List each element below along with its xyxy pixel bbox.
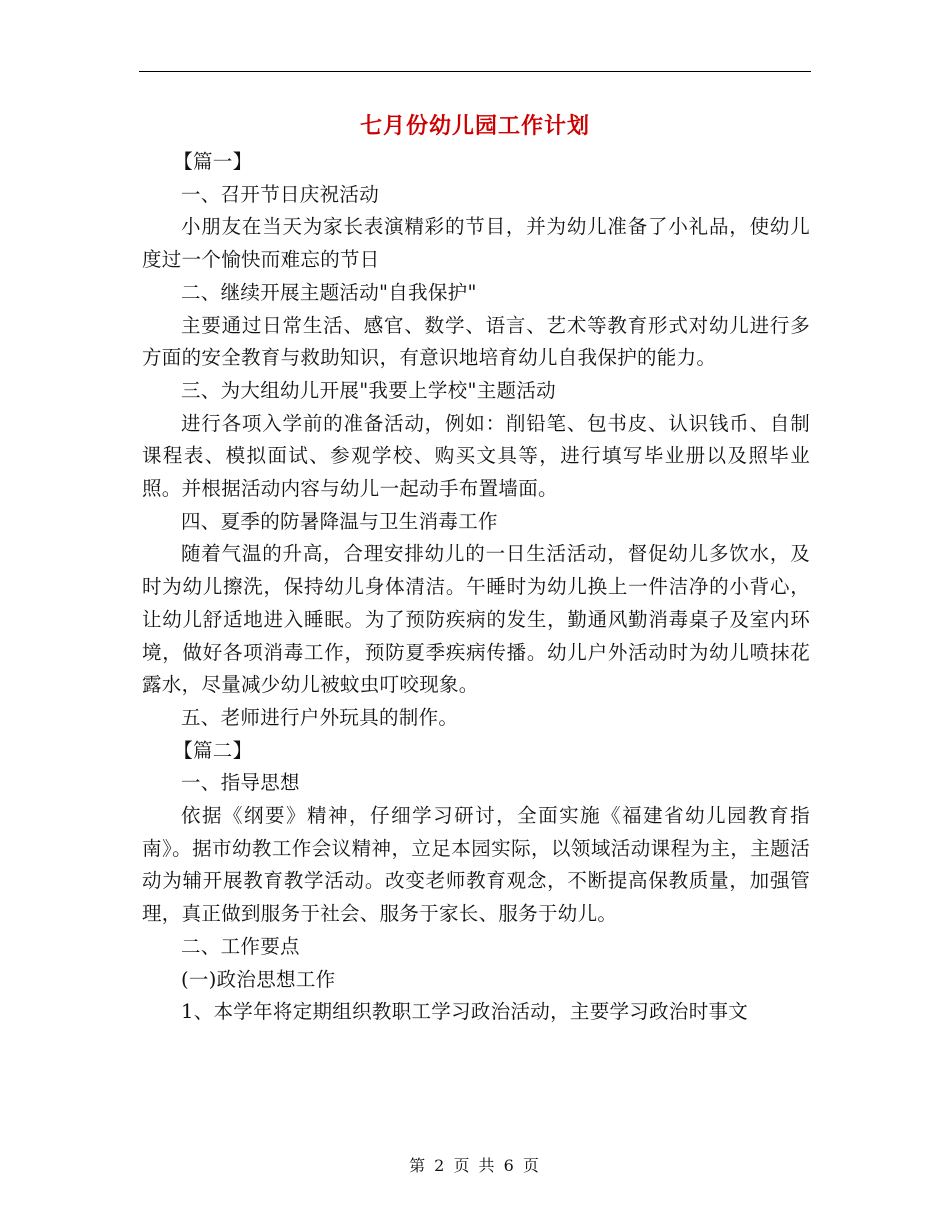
subsection-heading: (一)政治思想工作 (181, 967, 336, 991)
document-body (142, 146, 810, 1029)
document-title: 七月份幼儿园工作计划 (359, 113, 590, 139)
body-paragraph: 进行各项入学前的准备活动，例如：削铅笔、包书皮、认识钱币、自制课程表、模拟面试、参观学校、购买文具等，进行填写毕业册以及照毕业照。并根据活动内容与幼儿一起动手布置墙面。 (142, 411, 810, 501)
section-heading: 二、继续开展主题活动"自我保护" (181, 280, 477, 304)
section-heading: 二、工作要点 (181, 934, 300, 958)
section-marker: 【篇一】 (173, 150, 253, 173)
section-heading: 五、老师进行户外玩具的制作。 (181, 705, 459, 729)
section-heading: 四、夏季的防暑降温与卫生消毒工作 (181, 509, 498, 533)
body-paragraph: 1、本学年将定期组织教职工学习政治活动，主要学习政治时事文 (181, 1000, 749, 1024)
section-heading: 一、召开节日庆祝活动 (181, 182, 380, 206)
body-paragraph: 随着气温的升高，合理安排幼儿的一日生活活动，督促幼儿多饮水，及时为幼儿擦洗，保持幼儿身体清洁。午睡时为幼儿换上一件洁净的小背心，让幼儿舒适地进入睡眠。为了预防疾病的发生，勤通风勤消毒桌子及室内环境，做好各项消毒工作，预防夏季疾病传播。幼儿户外活动时为幼儿喷抹花露水，尽量减少幼儿被蚊虫叮咬现象。 (142, 542, 810, 697)
body-paragraph: 依据《纲要》精神，仔细学习研讨，全面实施《福建省幼儿园教育指南》。据市幼教工作会议精神，立足本园实际，以领域活动课程为主，主题活动为辅开展教育教学活动。改变老师教育观念，不断提高保教质量，加强管理，真正做到服务于社会、服务于家长、服务于幼儿。 (142, 804, 810, 926)
section-heading: 一、指导思想 (181, 771, 300, 795)
section-heading: 三、为大组幼儿开展"我要上学校"主题活动 (181, 378, 556, 402)
body-paragraph: 主要通过日常生活、感官、数学、语言、艺术等教育形式对幼儿进行多方面的安全教育与救助知识，有意识地培育幼儿自我保护的能力。 (142, 313, 810, 370)
page-number: 第 2 页 共 6 页 (409, 1156, 541, 1175)
body-paragraph: 小朋友在当天为家长表演精彩的节目，并为幼儿准备了小礼品，使幼儿度过一个愉快而难忘的节日 (142, 215, 810, 272)
section-marker: 【篇二】 (173, 738, 253, 762)
header-rule (139, 71, 811, 72)
